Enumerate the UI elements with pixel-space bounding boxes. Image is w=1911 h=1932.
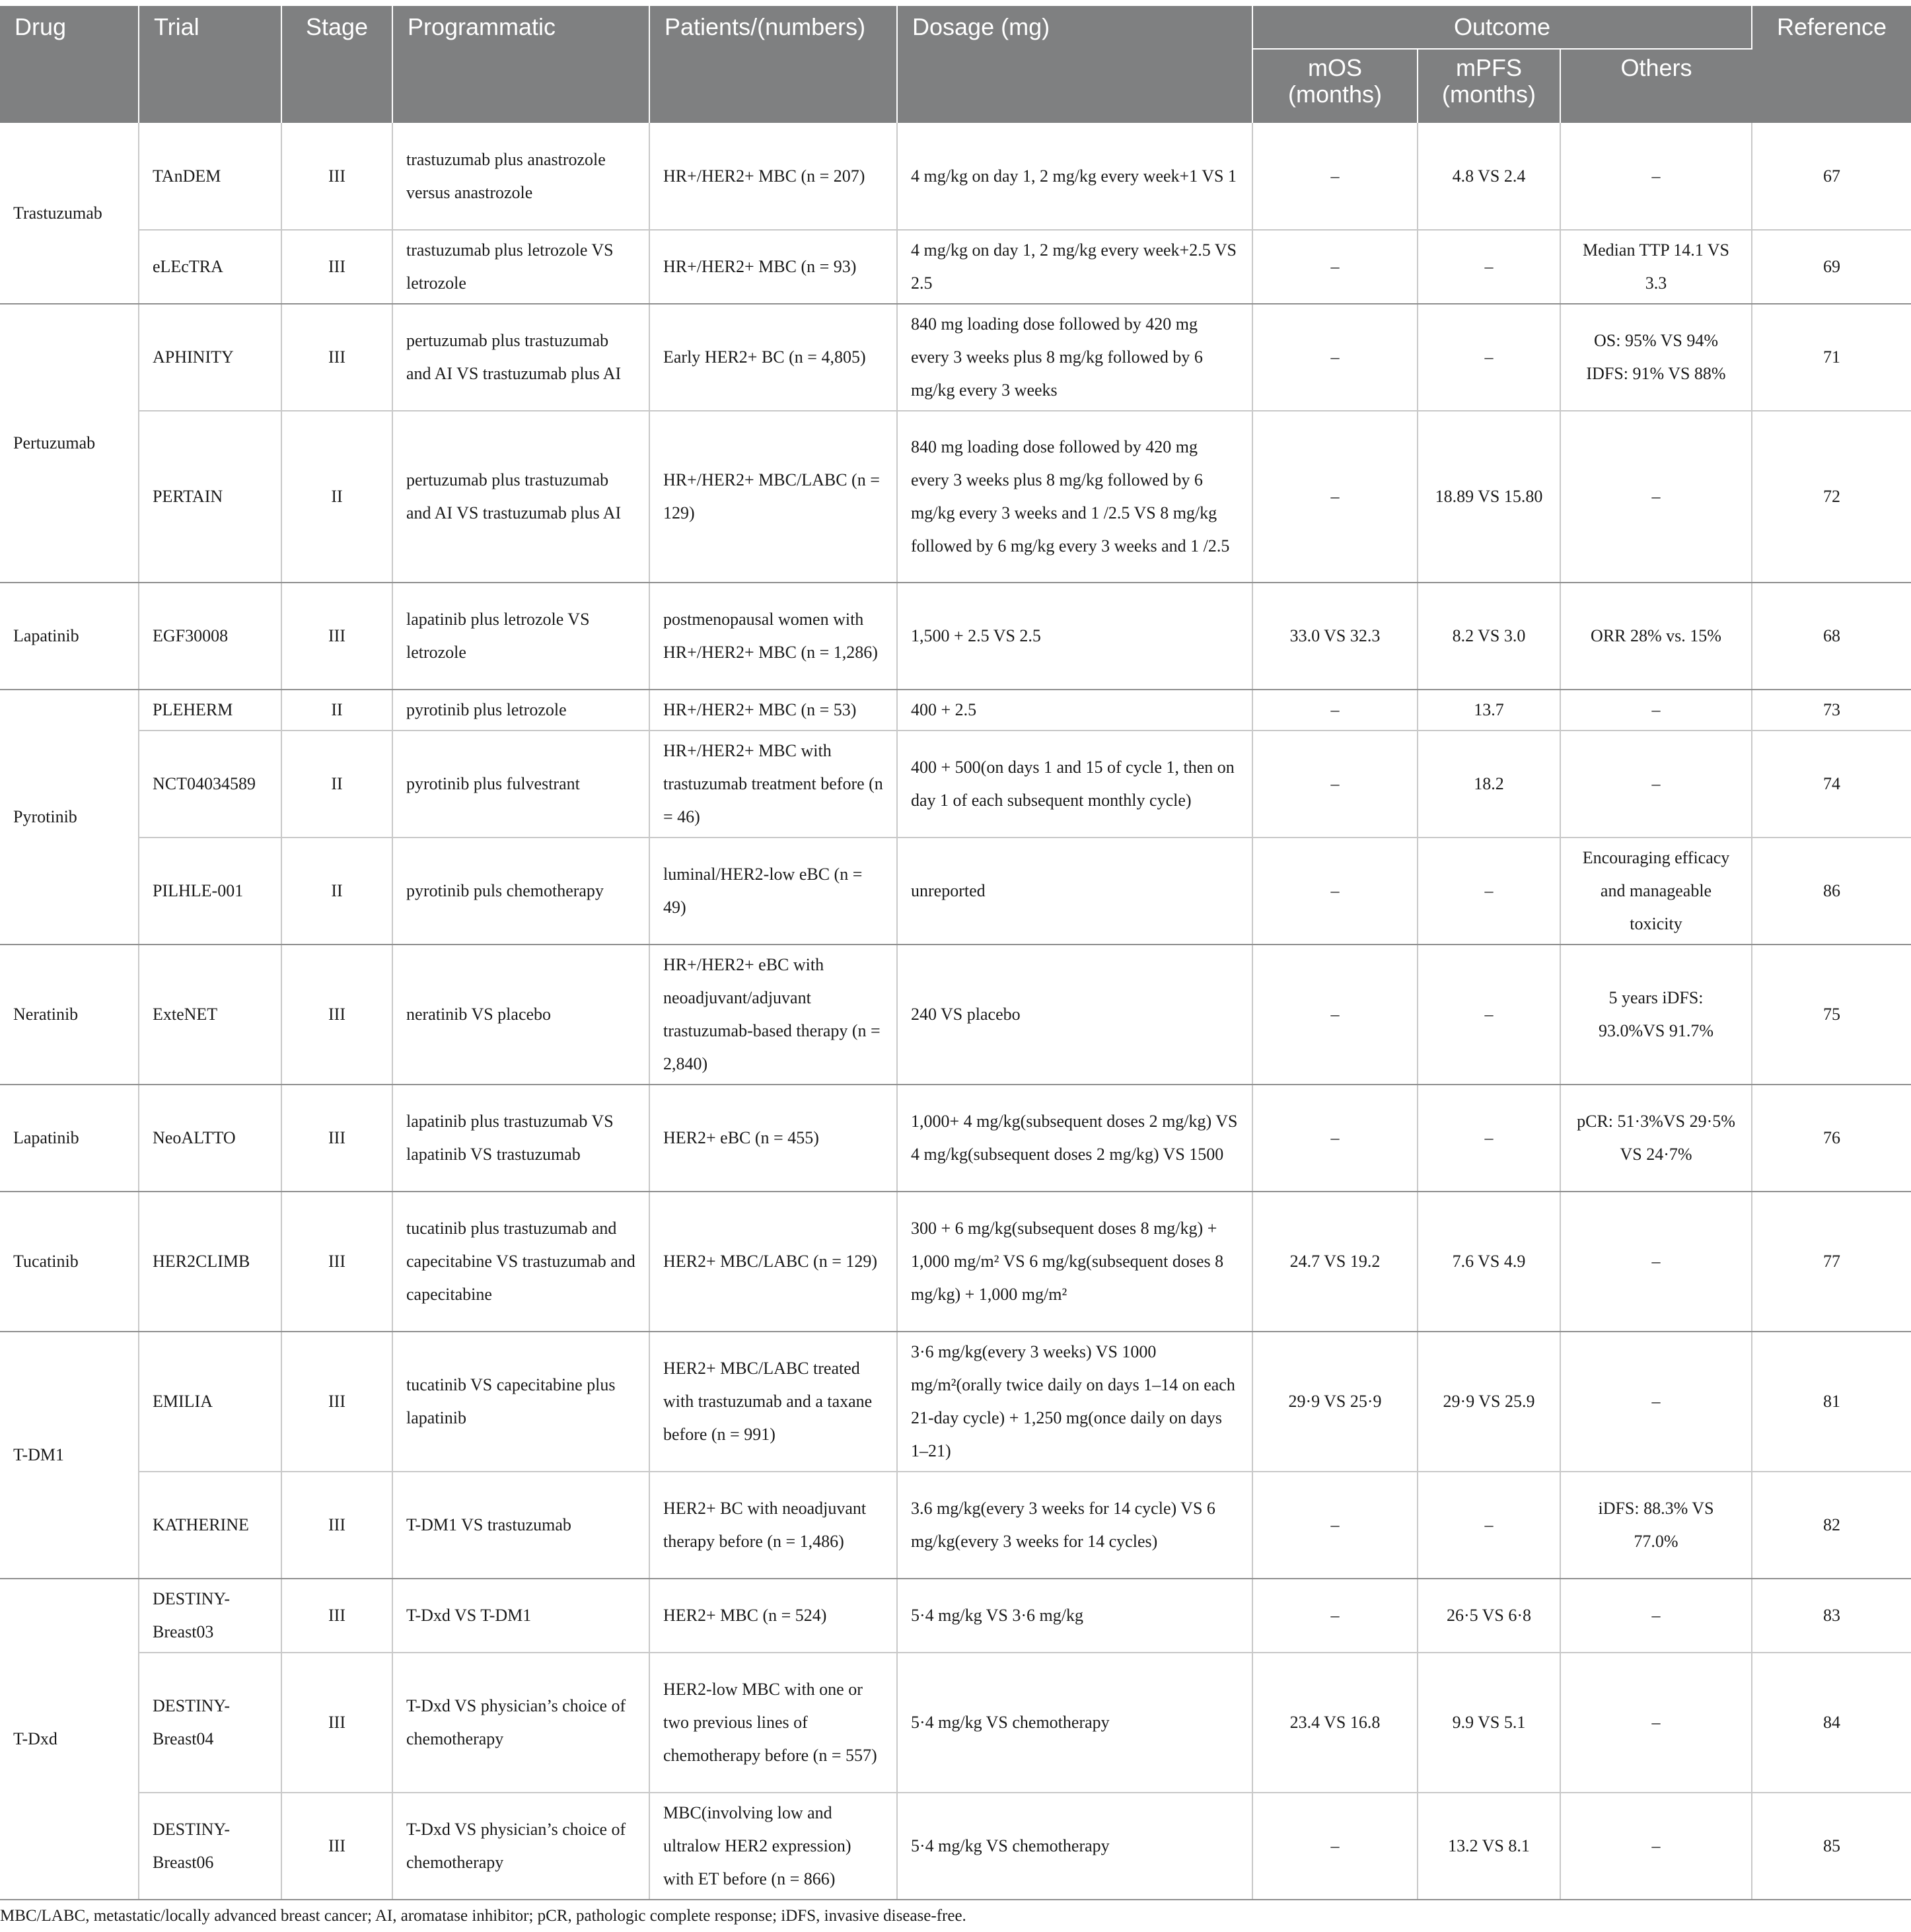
programmatic-cell: pertuzumab plus trastuzumab and AI VS trastuzumab plus AI [392,304,649,411]
dosage-cell: 840 mg loading dose followed by 420 mg every 3 weeks plus 8 mg/kg followed by 6 mg/kg every 3 weeks [897,304,1252,411]
mpfs-cell: 7.6 VS 4.9 [1418,1192,1560,1332]
table-row [0,1192,1911,1332]
reference-cell: 74 [1752,731,1911,838]
trial-cell: PERTAIN [139,411,281,583]
mos-cell: – [1252,690,1418,731]
drug-cell: Lapatinib [0,1085,139,1192]
mpfs-cell: 13.2 VS 8.1 [1418,1793,1560,1900]
table-row [0,304,1911,411]
stage-cell: III [281,1653,392,1793]
mos-cell: 24.7 VS 19.2 [1252,1192,1418,1332]
drug-cell: Tucatinib [0,1192,139,1332]
programmatic-cell: T-DM1 VS trastuzumab [392,1472,649,1579]
drug-cell: Neratinib [0,945,139,1085]
programmatic-cell: T-Dxd VS physician’s choice of chemotherapy [392,1653,649,1793]
mpfs-cell: 26·5 VS 6·8 [1418,1579,1560,1653]
dosage-cell: 3·6 mg/kg(every 3 weeks) VS 1000 mg/m²(orally twice daily on days 1–14 on each 21-day cycle) + 1,250 mg(once daily on days 1–21) [897,1332,1252,1472]
header-drug: Drug [0,6,139,123]
header-patients: Patients/(numbers) [649,6,897,123]
drug-cell: T-DM1 [0,1332,139,1579]
table-row [0,945,1911,1085]
patients-cell: MBC(involving low and ultralow HER2 expression) with ET before (n = 866) [649,1793,897,1900]
trial-cell: HER2CLIMB [139,1192,281,1332]
mos-cell: – [1252,945,1418,1085]
patients-cell: HER2+ MBC (n = 524) [649,1579,897,1653]
others-cell: – [1560,1653,1752,1793]
dosage-cell: 1,000+ 4 mg/kg(subsequent doses 2 mg/kg) VS 4 mg/kg(subsequent doses 2 mg/kg) VS 1500 [897,1085,1252,1192]
patients-cell: HR+/HER2+ MBC with trastuzumab treatment before (n = 46) [649,731,897,838]
mos-cell: – [1252,1579,1418,1653]
mpfs-cell: 18.89 VS 15.80 [1418,411,1560,583]
dosage-cell: 1,500 + 2.5 VS 2.5 [897,583,1252,690]
mos-cell: – [1252,1472,1418,1579]
programmatic-cell: pyrotinib plus fulvestrant [392,731,649,838]
dosage-cell: 4 mg/kg on day 1, 2 mg/kg every week+1 VS 1 [897,123,1252,230]
table-row [0,411,1911,583]
header-stage: Stage [281,6,392,123]
dosage-cell: 400 + 2.5 [897,690,1252,731]
mos-cell: – [1252,230,1418,304]
mpfs-cell: 29·9 VS 25.9 [1418,1332,1560,1472]
table-row [0,1472,1911,1579]
mpfs-cell: – [1418,304,1560,411]
stage-cell: III [281,230,392,304]
others-cell: Encouraging efficacy and manageable toxicity [1560,838,1752,945]
mos-cell: – [1252,838,1418,945]
table-header [0,6,1911,123]
stage-cell: III [281,1793,392,1900]
programmatic-cell: neratinib VS placebo [392,945,649,1085]
programmatic-cell: T-Dxd VS T-DM1 [392,1579,649,1653]
mpfs-cell: – [1418,1472,1560,1579]
drug-cell: Pertuzumab [0,304,139,583]
programmatic-cell: tucatinib plus trastuzumab and capecitabine VS trastuzumab and capecitabine [392,1192,649,1332]
reference-cell: 71 [1752,304,1911,411]
header-mos: mOS (months) [1252,49,1418,123]
reference-cell: 69 [1752,230,1911,304]
dosage-cell: 240 VS placebo [897,945,1252,1085]
others-cell: – [1560,1332,1752,1472]
trial-cell: EMILIA [139,1332,281,1472]
reference-cell: 73 [1752,690,1911,731]
trials-table [0,6,1911,1900]
stage-cell: III [281,1332,392,1472]
trial-cell: APHINITY [139,304,281,411]
header-trial: Trial [139,6,281,123]
programmatic-cell: T-Dxd VS physician’s choice of chemotherapy [392,1793,649,1900]
stage-cell: III [281,945,392,1085]
reference-cell: 72 [1752,411,1911,583]
reference-cell: 86 [1752,838,1911,945]
mos-cell: – [1252,123,1418,230]
trial-cell: TAnDEM [139,123,281,230]
mos-cell: 33.0 VS 32.3 [1252,583,1418,690]
table-row [0,1085,1911,1192]
trial-cell: PILHLE-001 [139,838,281,945]
patients-cell: HR+/HER2+ MBC (n = 93) [649,230,897,304]
trial-cell: DESTINY-Breast06 [139,1793,281,1900]
stage-cell: II [281,690,392,731]
stage-cell: II [281,838,392,945]
mpfs-cell: 9.9 VS 5.1 [1418,1653,1560,1793]
trial-cell: ExteNET [139,945,281,1085]
others-cell: – [1560,1793,1752,1900]
dosage-cell: 5·4 mg/kg VS chemotherapy [897,1793,1252,1900]
reference-cell: 68 [1752,583,1911,690]
reference-cell: 82 [1752,1472,1911,1579]
others-cell: – [1560,1579,1752,1653]
others-cell: – [1560,411,1752,583]
patients-cell: HR+/HER2+ MBC (n = 207) [649,123,897,230]
mos-cell: – [1252,304,1418,411]
mos-cell: – [1252,731,1418,838]
patients-cell: postmenopausal women with HR+/HER2+ MBC (n = 1,286) [649,583,897,690]
header-others: Others [1560,49,1752,123]
table-row [0,690,1911,731]
table-row [0,583,1911,690]
dosage-cell: 300 + 6 mg/kg(subsequent doses 8 mg/kg) + 1,000 mg/m² VS 6 mg/kg(subsequent doses 8 mg/kg) + 1,000 mg/m² [897,1192,1252,1332]
table-row [0,1579,1911,1653]
reference-cell: 85 [1752,1793,1911,1900]
programmatic-cell: trastuzumab plus letrozole VS letrozole [392,230,649,304]
patients-cell: HER2+ MBC/LABC (n = 129) [649,1192,897,1332]
patients-cell: HR+/HER2+ MBC (n = 53) [649,690,897,731]
mos-cell: – [1252,411,1418,583]
table-row [0,230,1911,304]
patients-cell: HR+/HER2+ MBC/LABC (n = 129) [649,411,897,583]
mpfs-cell: – [1418,838,1560,945]
patients-cell: HER2-low MBC with one or two previous lines of chemotherapy before (n = 557) [649,1653,897,1793]
others-cell: 5 years iDFS: 93.0%VS 91.7% [1560,945,1752,1085]
patients-cell: luminal/HER2-low eBC (n = 49) [649,838,897,945]
others-cell: – [1560,690,1752,731]
drug-cell: Pyrotinib [0,690,139,945]
drug-cell: Trastuzumab [0,123,139,304]
mos-cell: 23.4 VS 16.8 [1252,1653,1418,1793]
others-cell: – [1560,123,1752,230]
mos-cell: 29·9 VS 25·9 [1252,1332,1418,1472]
stage-cell: III [281,1579,392,1653]
dosage-cell: 5·4 mg/kg VS 3·6 mg/kg [897,1579,1252,1653]
table-row [0,123,1911,230]
trial-cell: PLEHERM [139,690,281,731]
dosage-cell: 5·4 mg/kg VS chemotherapy [897,1653,1252,1793]
stage-cell: II [281,731,392,838]
trial-cell: DESTINY-Breast03 [139,1579,281,1653]
header-mpfs: mPFS (months) [1418,49,1560,123]
drug-cell: Lapatinib [0,583,139,690]
others-cell: iDFS: 88.3% VS 77.0% [1560,1472,1752,1579]
dosage-cell: 3.6 mg/kg(every 3 weeks for 14 cycle) VS 6 mg/kg(every 3 weeks for 14 cycles) [897,1472,1252,1579]
others-cell: – [1560,1192,1752,1332]
programmatic-cell: pyrotinib puls chemotherapy [392,838,649,945]
reference-cell: 77 [1752,1192,1911,1332]
mos-cell: – [1252,1085,1418,1192]
header-outcome: Outcome [1252,6,1752,49]
reference-cell: 75 [1752,945,1911,1085]
table-footnote: MBC/LABC, metastatic/locally advanced breast cancer; AI, aromatase inhibitor; pCR, pathologic complete response; iDFS, invasive disease-free. [0,1907,966,1925]
dosage-cell: 400 + 500(on days 1 and 15 of cycle 1, then on day 1 of each subsequent monthly cycle) [897,731,1252,838]
programmatic-cell: pyrotinib plus letrozole [392,690,649,731]
patients-cell: Early HER2+ BC (n = 4,805) [649,304,897,411]
stage-cell: III [281,1472,392,1579]
others-cell: pCR: 51·3%VS 29·5% VS 24·7% [1560,1085,1752,1192]
stage-cell: II [281,411,392,583]
trial-cell: KATHERINE [139,1472,281,1579]
stage-cell: III [281,123,392,230]
drug-cell: T-Dxd [0,1579,139,1900]
trial-cell: NCT04034589 [139,731,281,838]
table-row [0,1793,1911,1900]
table-body [0,123,1911,1900]
trial-cell: EGF30008 [139,583,281,690]
mpfs-cell: 13.7 [1418,690,1560,731]
mpfs-cell: – [1418,1085,1560,1192]
reference-cell: 81 [1752,1332,1911,1472]
trial-cell: eLEcTRA [139,230,281,304]
patients-cell: HER2+ BC with neoadjuvant therapy before (n = 1,486) [649,1472,897,1579]
table-row [0,838,1911,945]
table-row [0,1653,1911,1793]
trial-cell: DESTINY-Breast04 [139,1653,281,1793]
programmatic-cell: tucatinib VS capecitabine plus lapatinib [392,1332,649,1472]
table-row [0,1332,1911,1472]
patients-cell: HR+/HER2+ eBC with neoadjuvant/adjuvant trastuzumab-based therapy (n = 2,840) [649,945,897,1085]
dosage-cell: unreported [897,838,1252,945]
dosage-cell: 840 mg loading dose followed by 420 mg every 3 weeks plus 8 mg/kg followed by 6 mg/kg every 3 weeks and 1 /2.5 VS 8 mg/kg followed by 6 mg/kg every 3 weeks and 1 /2.5 [897,411,1252,583]
stage-cell: III [281,1085,392,1192]
stage-cell: III [281,304,392,411]
reference-cell: 84 [1752,1653,1911,1793]
mpfs-cell: – [1418,230,1560,304]
header-dosage: Dosage (mg) [897,6,1252,123]
programmatic-cell: trastuzumab plus anastrozole versus anastrozole [392,123,649,230]
mpfs-cell: 4.8 VS 2.4 [1418,123,1560,230]
programmatic-cell: lapatinib plus letrozole VS letrozole [392,583,649,690]
others-cell: – [1560,731,1752,838]
mpfs-cell: 18.2 [1418,731,1560,838]
dosage-cell: 4 mg/kg on day 1, 2 mg/kg every week+2.5 VS 2.5 [897,230,1252,304]
stage-cell: III [281,1192,392,1332]
mos-cell: – [1252,1793,1418,1900]
mpfs-cell: – [1418,945,1560,1085]
header-reference: Reference [1752,6,1911,123]
header-programmatic: Programmatic [392,6,649,123]
mpfs-cell: 8.2 VS 3.0 [1418,583,1560,690]
table-row [0,731,1911,838]
reference-cell: 83 [1752,1579,1911,1653]
patients-cell: HER2+ eBC (n = 455) [649,1085,897,1192]
programmatic-cell: lapatinib plus trastuzumab VS lapatinib VS trastuzumab [392,1085,649,1192]
reference-cell: 67 [1752,123,1911,230]
others-cell: OS: 95% VS 94% IDFS: 91% VS 88% [1560,304,1752,411]
others-cell: Median TTP 14.1 VS 3.3 [1560,230,1752,304]
stage-cell: III [281,583,392,690]
others-cell: ORR 28% vs. 15% [1560,583,1752,690]
patients-cell: HER2+ MBC/LABC treated with trastuzumab and a taxane before (n = 991) [649,1332,897,1472]
programmatic-cell: pertuzumab plus trastuzumab and AI VS trastuzumab plus AI [392,411,649,583]
trial-cell: NeoALTTO [139,1085,281,1192]
reference-cell: 76 [1752,1085,1911,1192]
